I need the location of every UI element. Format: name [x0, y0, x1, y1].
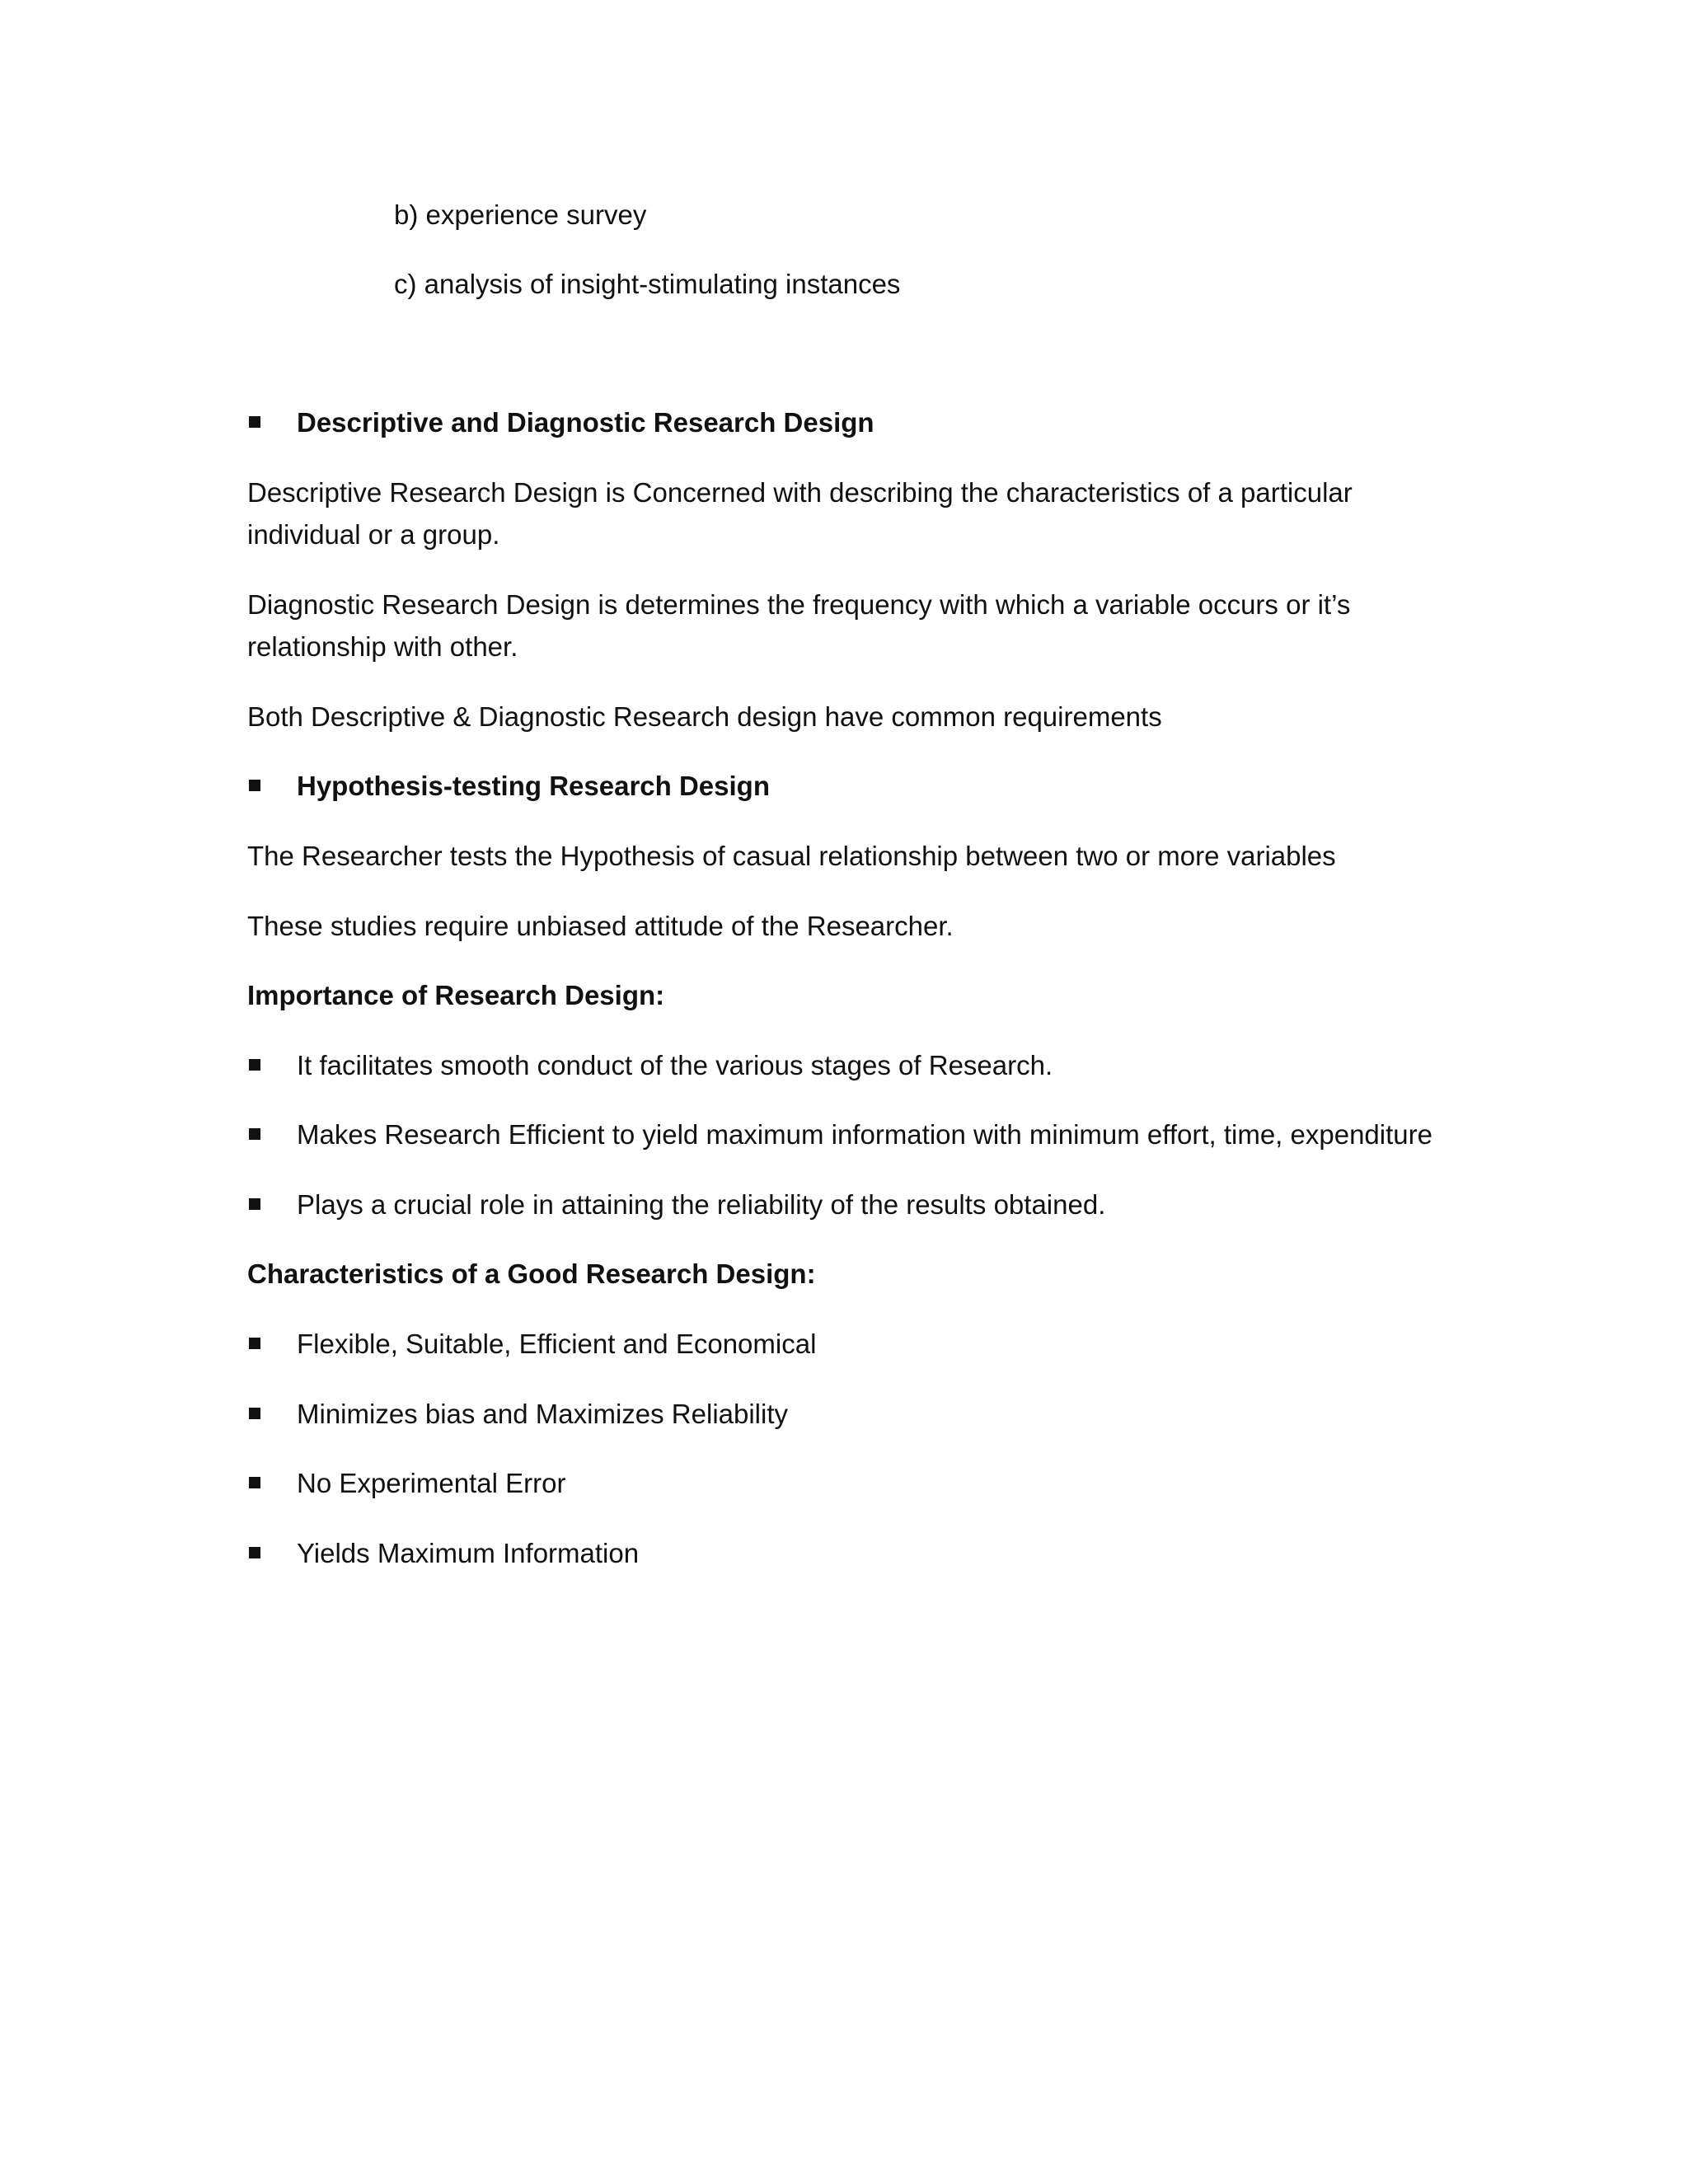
- characteristics-item: No Experimental Error: [297, 1468, 566, 1498]
- subitem-insight-stimulating-instances: c) analysis of insight-stimulating instances: [394, 269, 901, 299]
- importance-item: Makes Research Efficient to yield maximum information with minimum effort, time, expenditure: [297, 1119, 1432, 1150]
- hypothesis-paragraph-2: These studies require unbiased attitude of the Researcher.: [247, 911, 954, 941]
- bullet-square-icon: [249, 1059, 260, 1071]
- bullet-square-icon: [249, 416, 260, 428]
- bullet-square-icon: [249, 1547, 260, 1558]
- importance-heading: Importance of Research Design:: [247, 980, 665, 1010]
- common-requirements-paragraph: Both Descriptive & Diagnostic Research design have common requirements: [247, 701, 1162, 732]
- importance-item: Plays a crucial role in attaining the reliability of the results obtained.: [297, 1189, 1106, 1220]
- descriptive-paragraph-line-2: individual or a group.: [247, 519, 500, 550]
- characteristics-heading: Characteristics of a Good Research Design:: [247, 1258, 816, 1289]
- diagnostic-paragraph-line-1: Diagnostic Research Design is determines the frequency with which a variable occurs or it’s: [247, 589, 1351, 620]
- importance-item: It facilitates smooth conduct of the various stages of Research.: [297, 1050, 1053, 1080]
- diagnostic-paragraph-line-2: relationship with other.: [247, 631, 518, 662]
- subitem-experience-survey: b) experience survey: [394, 199, 647, 230]
- characteristics-item: Yields Maximum Information: [297, 1538, 640, 1568]
- bullet-square-icon: [249, 1338, 260, 1349]
- characteristics-item: Minimizes bias and Maximizes Reliability: [297, 1399, 789, 1429]
- descriptive-paragraph-line-1: Descriptive Research Design is Concerned with describing the characteristics of a particular: [247, 477, 1353, 508]
- hypothesis-testing-heading: Hypothesis-testing Research Design: [297, 771, 770, 801]
- characteristics-item: Flexible, Suitable, Efficient and Economical: [297, 1329, 817, 1359]
- bullet-square-icon: [249, 1408, 260, 1419]
- bullet-square-icon: [249, 1198, 260, 1210]
- hypothesis-paragraph-1: The Researcher tests the Hypothesis of casual relationship between two or more variables: [247, 841, 1336, 871]
- bullet-square-icon: [249, 1128, 260, 1140]
- bullet-square-icon: [249, 1477, 260, 1488]
- descriptive-diagnostic-heading: Descriptive and Diagnostic Research Design: [297, 407, 874, 438]
- bullet-square-icon: [249, 780, 260, 791]
